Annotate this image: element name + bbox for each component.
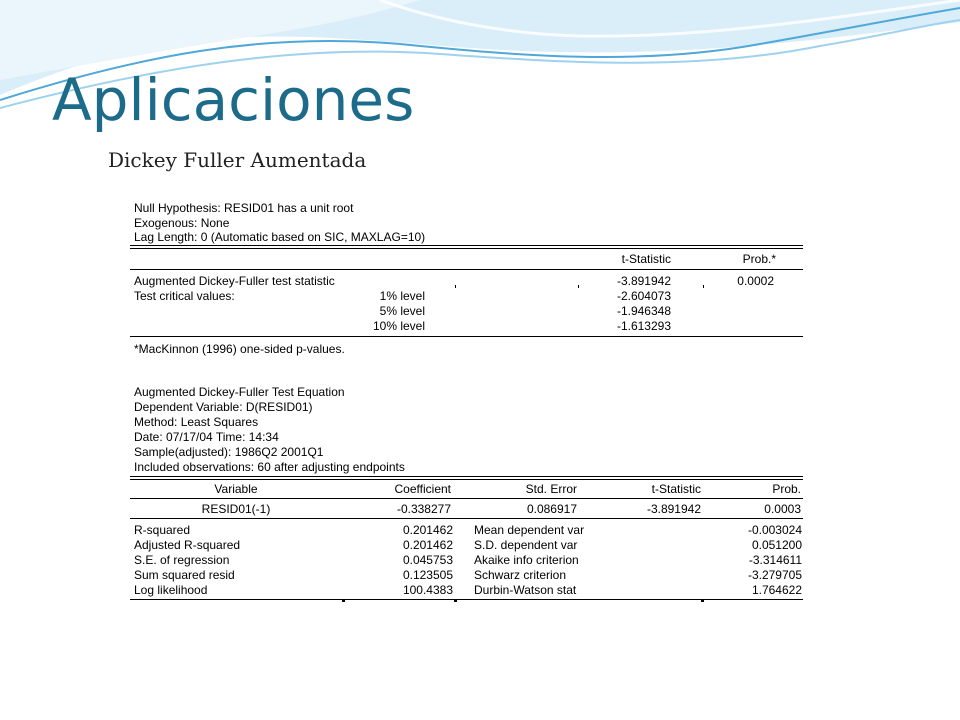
stat-label: Log likelihood (134, 583, 208, 597)
divider (130, 498, 803, 499)
stat-label: R-squared (134, 523, 191, 537)
divider (130, 269, 803, 270)
stat-value: 0.201462 (402, 523, 453, 537)
stat-label: Adjusted R-squared (134, 538, 241, 552)
stat-label: Akaike info criterion (474, 553, 579, 567)
stat-label: Durbin-Watson stat (474, 583, 577, 597)
t-statistic-value: -3.891942 (646, 502, 701, 516)
column-header-coefficient: Coefficient (394, 482, 451, 496)
divider (130, 248, 803, 249)
slide-title: Aplicaciones (52, 66, 415, 134)
column-header-t-statistic: t-Statistic (651, 482, 701, 496)
stat-label: Schwarz criterion (474, 568, 567, 582)
slide-subtitle: Dickey Fuller Aumentada (108, 148, 367, 172)
method: Method: Least Squares (134, 415, 259, 429)
critical-values-label: Test critical values: (134, 289, 235, 303)
equation-title: Augmented Dickey-Fuller Test Equation (134, 385, 345, 399)
stat-value: 1.764622 (751, 583, 802, 597)
stat-value: -0.003024 (747, 523, 802, 537)
prob-value: 0.0003 (764, 502, 801, 516)
date-time: Date: 07/17/04 Time: 14:34 (134, 430, 279, 444)
column-header-prob: Prob. (772, 482, 801, 496)
adf-prob-value: 0.0002 (737, 274, 774, 288)
critical-level: 1% level (379, 289, 425, 303)
std-error-value: 0.086917 (526, 502, 577, 516)
column-header-std-error: Std. Error (525, 482, 577, 496)
adf-statistic-label: Augmented Dickey-Fuller test statistic (134, 274, 335, 288)
stat-label: Mean dependent var (474, 523, 585, 537)
stat-value: 100.4383 (402, 583, 453, 597)
adf-output-panel (121, 192, 819, 610)
divider (130, 518, 803, 519)
critical-value: -1.946348 (616, 304, 671, 318)
stat-value: -3.314611 (748, 553, 802, 567)
stat-value: 0.123505 (402, 568, 453, 582)
divider (130, 476, 803, 477)
footnote: *MacKinnon (1996) one-sided p-values. (134, 342, 345, 356)
header-t-statistic: t-Statistic (621, 252, 671, 266)
dependent-variable: Dependent Variable: D(RESID01) (134, 400, 313, 414)
observations: Included observations: 60 after adjusting endpoints (134, 460, 405, 474)
divider (130, 245, 803, 246)
divider (130, 336, 803, 337)
stat-label: S.D. dependent var (474, 538, 578, 552)
sample: Sample(adjusted): 1986Q2 2001Q1 (134, 445, 324, 459)
lag-length: Lag Length: 0 (Automatic based on SIC, MAXLAG=10) (134, 230, 426, 244)
critical-level: 5% level (379, 304, 425, 318)
critical-value: -1.613293 (616, 319, 671, 333)
adf-statistic-value: -3.891942 (616, 274, 671, 288)
stat-value: -3.279705 (747, 568, 802, 582)
null-hypothesis: Null Hypothesis: RESID01 has a unit root (134, 201, 354, 215)
column-header-variable: Variable (214, 482, 258, 496)
stat-label: Sum squared resid (134, 568, 235, 582)
stat-value: 0.201462 (402, 538, 453, 552)
stat-label: S.E. of regression (134, 553, 230, 567)
stat-value: 0.045753 (402, 553, 453, 567)
coef-value: -0.338277 (396, 502, 451, 516)
divider (130, 479, 803, 480)
stat-value: 0.051200 (751, 538, 802, 552)
header-prob: Prob.* (742, 252, 776, 266)
coef-variable: RESID01(-1) (201, 502, 271, 516)
critical-value: -2.604073 (616, 289, 671, 303)
exogenous: Exogenous: None (134, 216, 230, 230)
critical-level: 10% level (372, 319, 425, 333)
